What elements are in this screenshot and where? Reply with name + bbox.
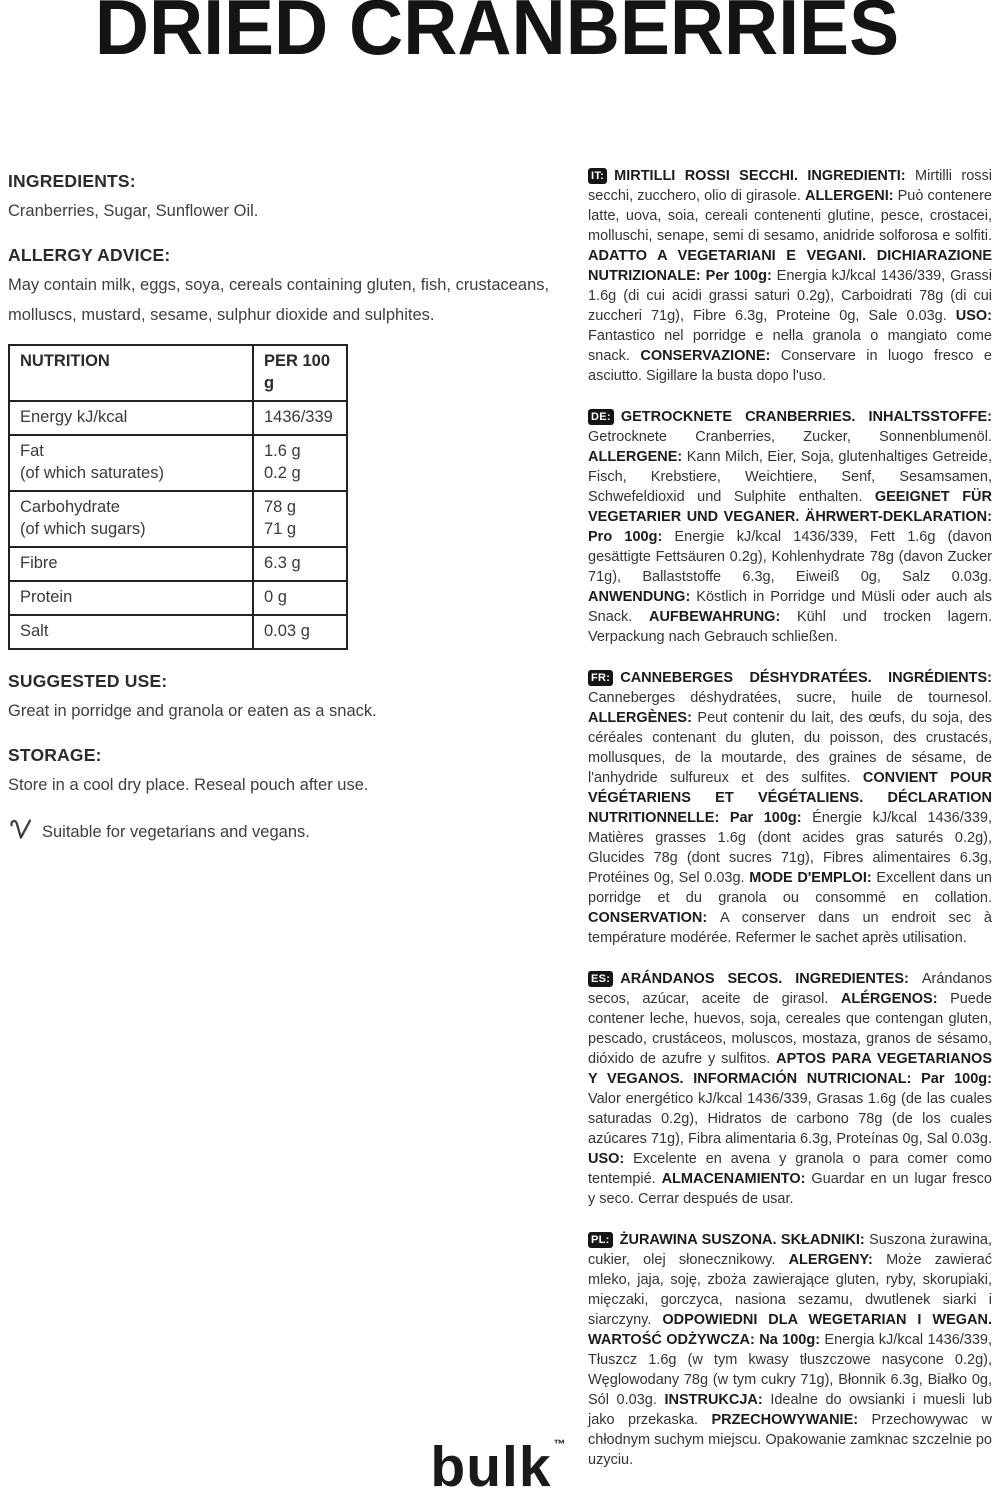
text-segment: Énergie kJ/kcal 1436/339, Matières grasses 1.6g (dont acides gras saturés 0.2g), Glucides 78g (dont sucres 71g), Fibres alimentaires 6.3g, Protéines 0g, Sel 0.03g. bbox=[588, 810, 992, 886]
multilingual-column bbox=[588, 166, 992, 1491]
label-segment: ADATTO A VEGETARIANI E VEGANI. DICHIARAZIONE NUTRIZIONALE: Per 100g: bbox=[588, 248, 992, 284]
brand-logo: bulk bbox=[430, 1435, 552, 1499]
label-segment: MODE D'EMPLOI: bbox=[749, 870, 877, 886]
english-column bbox=[8, 166, 560, 846]
vegetarian-note: Suitable for vegetarians and vegans. bbox=[42, 822, 310, 841]
table-row-fat: Fat (of which saturates) 1.6 g 0.2 g bbox=[9, 435, 347, 491]
label-segment: PRZECHOWYWANIE: bbox=[711, 1412, 872, 1428]
allergy-advice-text: May contain milk, eggs, soya, cereals containing gluten, fish, crustaceans, molluscs, mustard, sesame, sulphur dioxide and sulphites. bbox=[8, 276, 550, 324]
text-segment: Może zawierać mleko, jaja, soję, zboża zawierające gluten, ryby, skorupiaki, mięczaki, gorczyca, nasiona sezamu, dwutlenek siarki i siarczyny. bbox=[588, 1252, 992, 1328]
text-segment: Conservare in luogo fresco e asciutto. Sigillare la busta dopo l'uso. bbox=[588, 348, 992, 384]
text-segment: Kann Milch, Eier, Soja, glutenhaltiges Getreide, Fisch, Krebstiere, Weichtiere, Senf, Sesamsamen, Schwefeldioxid und Sulphite enthalten. bbox=[588, 449, 992, 505]
text-segment: Peut contenir du lait, des œufs, du soja, des céréales contenant du gluten, du poisson, des crustacés, mollusques, de la moutarde, des graines de sésame, de l'anhydride sulfureux et des sulfites. bbox=[588, 710, 993, 786]
nutrition-header-row bbox=[9, 345, 347, 401]
lang-section-fr bbox=[588, 668, 992, 948]
label-segment: CONSERVATION: bbox=[588, 910, 721, 926]
page-title: DRIED CRANBERRIES bbox=[94, 0, 900, 71]
suggested-use-text: Great in porridge and granola or eaten as a snack. bbox=[8, 702, 377, 720]
nutrition-header-value: PER 100 g bbox=[264, 352, 331, 392]
label-segment: ALÉRGENOS: bbox=[840, 991, 951, 1007]
label-segment: CONVIENT POUR VÉGÉTARIENS ET VÉGÉTALIENS. DÉCLARATION NUTRITIONNELLE: Par 100g: bbox=[588, 770, 992, 826]
label-segment: ARÁNDANOS SECOS. INGREDIENTES: bbox=[620, 971, 922, 987]
table-row-protein: Protein 0 g bbox=[9, 581, 347, 615]
label-segment: ALLERGENI: bbox=[804, 188, 898, 204]
label-segment: USO: bbox=[588, 1151, 634, 1167]
lang-badge-de: DE: bbox=[588, 409, 614, 425]
nutrition-table bbox=[8, 344, 348, 650]
label-segment: CANNEBERGES DÉSHYDRATÉES. INGRÉDIENTS: bbox=[620, 670, 992, 686]
ingredients-text: Cranberries, Sugar, Sunflower Oil. bbox=[8, 202, 259, 220]
vegetarian-note-row bbox=[8, 818, 560, 846]
trademark-symbol: ™ bbox=[553, 1437, 566, 1451]
table-row-salt: Salt 0.03 g bbox=[9, 615, 347, 649]
text-segment: Przechowywac w chłodnym suchym miejscu. Opakowanie zamknac szczelnie po uzyciu. bbox=[588, 1412, 992, 1468]
text-segment: Guardar en un lugar fresco y seco. Cerrar después de usar. bbox=[588, 1171, 992, 1207]
label-segment: INSTRUKCJA: bbox=[664, 1392, 771, 1408]
text-segment: Idealne do owsianki i muesli lub jako przekaska. bbox=[588, 1392, 993, 1428]
label-segment: ŻURAWINA SUSZONA. SKŁADNIKI: bbox=[619, 1232, 870, 1248]
label-segment: APTOS PARA VEGETARIANOS Y VEGANOS. INFORMACIÓN NUTRICIONAL: Par 100g: bbox=[588, 1051, 992, 1087]
lang-badge-es: ES: bbox=[588, 971, 613, 987]
table-row-fibre: Fibre 6.3 g bbox=[9, 547, 347, 581]
label-segment: GEEIGNET FÜR VEGETARIER UND VEGANER. ÄHRWERT-DEKLARATION: Pro 100g: bbox=[588, 489, 992, 545]
lang-badge-fr: FR: bbox=[588, 670, 613, 686]
lang-section-es bbox=[588, 969, 992, 1209]
storage-heading: STORAGE: bbox=[8, 745, 102, 765]
allergy-advice-heading: ALLERGY ADVICE: bbox=[8, 245, 171, 265]
lang-badge-it: IT: bbox=[588, 168, 607, 184]
label-segment: USO: bbox=[955, 308, 992, 324]
text-segment: Fantastico nel porridge e nella granola o mangiato come snack. bbox=[588, 328, 992, 364]
text-segment: Excelente en avena y granola o para comer como tentempié. bbox=[588, 1151, 992, 1187]
text-segment: Mirtilli rossi secchi, zucchero, olio di girasole. bbox=[588, 168, 992, 204]
label-segment: MIRTILLI ROSSI SECCHI. INGREDIENTI: bbox=[614, 168, 915, 184]
text-segment: Puede contener leche, huevos, soja, cereales que contengan gluten, pescado, crustáceos, moluscos, mostaza, granos de sésamo, dióxido de azufre y sulfitos. bbox=[588, 991, 992, 1067]
ingredients-heading: INGREDIENTS: bbox=[8, 171, 136, 191]
text-segment: Energia kJ/kcal 1436/339, Grassi 1.6g (di cui acidi grassi saturi 0.2g), Carboidrati 78g (di cui zuccheri 71g), Fibre 6.3g, Proteine 0g, Sale 0.03g. bbox=[588, 268, 993, 324]
text-segment: Arándanos secos, azúcar, aceite de girasol. bbox=[588, 971, 992, 1007]
text-segment: Suszona żurawina, cukier, olej słonecznikowy. bbox=[588, 1232, 992, 1268]
label-segment: ALERGENY: bbox=[788, 1252, 887, 1268]
label-segment: ANWENDUNG: bbox=[588, 589, 697, 605]
nutrition-header-label: NUTRITION bbox=[20, 352, 110, 370]
label-segment: CONSERVAZIONE: bbox=[640, 348, 781, 364]
footer bbox=[0, 1435, 994, 1499]
text-segment: Energia kJ/kcal 1436/339, Tłuszcz 1.6g (w tym kwasy tłuszczowe nasycone 0.2g), Węglowodany 78g (w tym cukry 71g), Błonnik 6.3g, Białko 0g, Sól 0.03g. bbox=[588, 1332, 993, 1408]
label-segment: AUFBEWAHRUNG: bbox=[648, 609, 797, 625]
label-segment: ALLERGENE: bbox=[588, 449, 687, 465]
suggested-use-heading: SUGGESTED USE: bbox=[8, 671, 168, 691]
table-row-carbohydrate: Carbohydrate (of which sugars) 78 g 71 g bbox=[9, 491, 347, 547]
text-segment: Energie kJ/kcal 1436/339, Fett 1.6g (davon gesättigte Fettsäuren 0.2g), Kohlenhydrate 78g (davon Zucker 71g), Ballaststoffe 6.3g, Eiweiß 0g, Salz 0.03g. bbox=[588, 529, 992, 585]
table-row-energy: Energy kJ/kcal 1436/339 bbox=[9, 401, 347, 435]
lang-badge-pl: PL: bbox=[588, 1232, 613, 1248]
text-segment: Canneberges déshydratées, sucre, huile de tournesol. bbox=[588, 690, 992, 706]
text-segment: Getrocknete Cranberries, Zucker, Sonnenblumenöl. bbox=[588, 429, 992, 445]
text-segment: Köstlich in Porridge und Müsli oder auch als Snack. bbox=[588, 589, 993, 625]
lang-section-it bbox=[588, 166, 992, 386]
label-segment: ALMACENAMIENTO: bbox=[661, 1171, 812, 1187]
storage-text: Store in a cool dry place. Reseal pouch after use. bbox=[8, 776, 369, 794]
lang-section-pl bbox=[588, 1230, 992, 1470]
lang-section-de bbox=[588, 407, 992, 647]
text-segment: Valor energético kJ/kcal 1436/339, Grasas 1.6g (de las cuales saturadas 0.2g), Hidratos de carbono 78g (de los cuales azúcares 71g), Fibra alimentaria 6.3g, Proteínas 0g, Sal 0.03g. bbox=[588, 1091, 992, 1147]
text-segment: Può contenere latte, uova, soia, cereali contenenti glutine, pesce, crostacei, molluschi, senape, semi di sesamo, anidride solforosa e solfiti. bbox=[588, 188, 992, 244]
text-segment: Excellent dans un porridge et du granola ou consommé en collation. bbox=[588, 870, 992, 906]
text-segment: A conserver dans un endroit sec à température modérée. Refermer le sachet après utilisation. bbox=[588, 910, 992, 946]
label-segment: ODPOWIEDNI DLA WEGETARIAN I WEGAN. WARTOŚĆ ODŻYWCZA: Na 100g: bbox=[588, 1312, 992, 1348]
label-segment: ALLERGÈNES: bbox=[588, 710, 698, 726]
label-segment: GETROCKNETE CRANBERRIES. INHALTSSTOFFE: bbox=[620, 409, 992, 425]
vegetarian-v-icon bbox=[8, 818, 33, 846]
text-segment: Kühl und trocken lagern. Verpackung nach Gebrauch schließen. bbox=[588, 609, 992, 645]
